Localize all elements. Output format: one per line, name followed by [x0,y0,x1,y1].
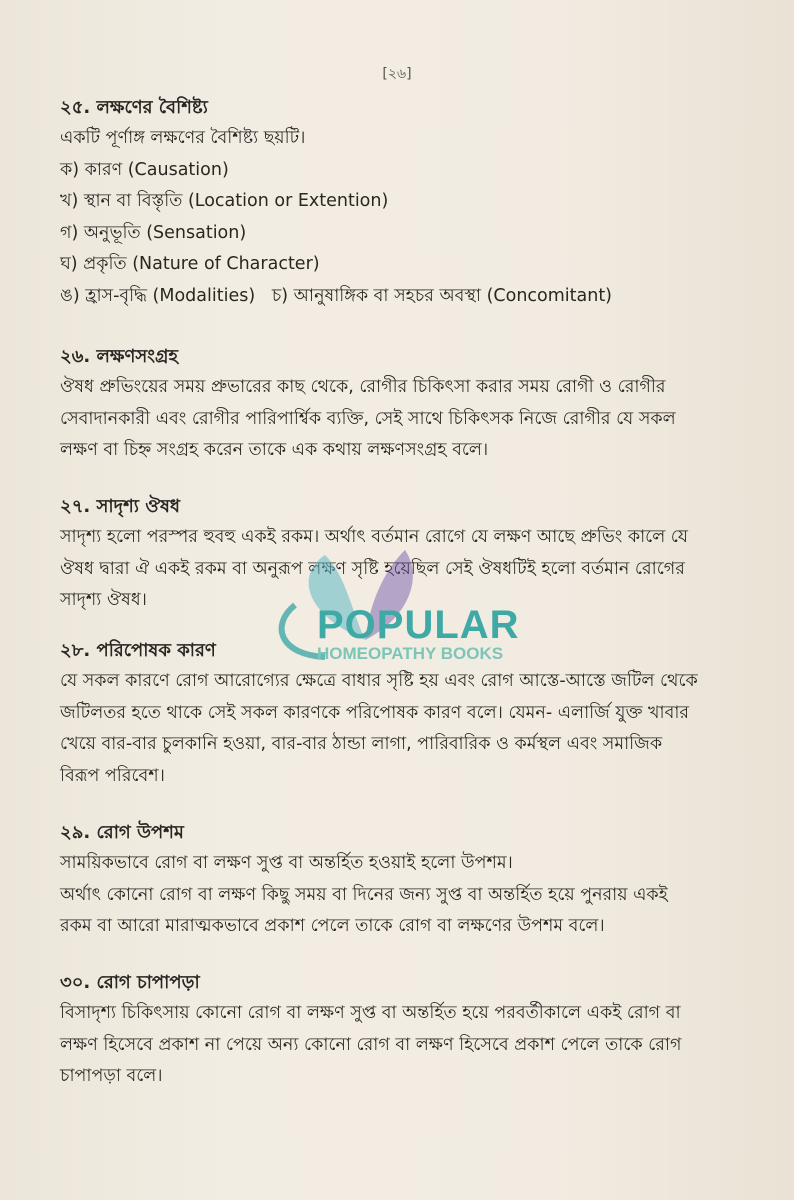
list-item: ঙ) হ্রাস-বৃদ্ধি (Modalities) চ) আনুষাঙ্গিক বা সহচর অবস্থা (Concomitant) [60,285,613,306]
paragraph-line: ঔষধ প্রুভিংয়ের সময় প্রুভারের কাছ থেকে, রোগীর চিকিৎসা করার সময় রোগী ও রোগীর [60,377,666,397]
section-heading: ৩০. রোগ চাপাপড়া [60,972,200,993]
paragraph-line: একটি পূর্ণাঙ্গ লক্ষণের বৈশিষ্ট্য ছয়টি। [60,128,306,148]
paragraph-line: সেবাদানকারী এবং রোগীর পারিপার্শ্বিক ব্যক্তি, সেই সাথে চিকিৎসক নিজে রোগীর যে সকল [60,408,676,429]
list-item: ঘ) প্রকৃতি (Nature of Character) [60,254,320,274]
paragraph-line: জটিলতর হতে থাকে সেই সকল কারণকে পরিপোষক কারণ বলে। যেমন- এলার্জি যুক্ত খাবার [60,702,690,723]
paragraph-line: লক্ষণ বা চিহ্ন সংগ্রহ করেন তাকে এক কথায় লক্ষণসংগ্রহ বলে। [60,440,489,460]
paragraph-line: সাময়িকভাবে রোগ বা লক্ষণ সুপ্ত বা অন্তর্হিত হওয়াই হলো উপশম। [60,853,513,873]
section-heading: ২৯. রোগ উপশম [60,822,184,843]
section-heading: ২৭. সাদৃশ্য ঔষধ [60,496,180,517]
paragraph-line: রকম বা আরো মারাত্মকভাবে প্রকাশ পেলে তাকে রোগ বা লক্ষণের উপশম বলে। [60,916,605,936]
paragraph-line: ঔষধ দ্বারা ঐ একই রকম বা অনুরূপ লক্ষণ সৃষ্টি হয়েছিল সেই ঔষধটিই হলো বর্তমান রোগের [60,558,685,579]
list-item: খ) স্থান বা বিস্তৃতি (Location or Extention) [60,191,389,211]
paragraph-line: সাদৃশ্য হলো পরস্পর হুবহু একই রকম। অর্থাৎ বর্তমান রোগে যে লক্ষণ আছে প্রুভিং কালে যে [60,527,688,547]
section-heading: ২৮. পরিপোষক কারণ [60,640,216,661]
section-28 [60,635,740,792]
watermark-title: POPULAR [317,603,520,647]
section-heading: ২৫. লক্ষণের বৈশিষ্ট্য [60,97,208,118]
section-26 [60,341,740,467]
page-number: [২৬] [382,66,412,82]
watermark-subtitle: HOMEOPATHY BOOKS [317,644,504,663]
paragraph-line: সাদৃশ্য ঔষধ। [60,590,147,610]
list-item: গ) অনুভূতি (Sensation) [60,222,247,243]
paragraph-line: চাপাপড়া বলে। [60,1066,163,1086]
paragraph-line: খেয়ে বার-বার চুলকানি হওয়া, বার-বার ঠান্ডা লাগা, পারিবারিক ও কর্মস্থল এবং সমাজিক [60,734,663,754]
paragraph-line: যে সকল কারণে রোগ আরোগ্যের ক্ষেত্রে বাধার সৃষ্টি হয় এবং রোগ আস্তে-আস্তে জটিল থেকে [60,671,698,691]
section-29 [60,817,740,943]
paragraph-line: লক্ষণ হিসেবে প্রকাশ না পেয়ে অন্য কোনো রোগ বা লক্ষণ হিসেবে প্রকাশ পেলে তাকে রোগ [60,1034,682,1055]
paragraph-line: বিরূপ পরিবেশ। [60,765,165,786]
section-heading: ২৬. লক্ষণসংগ্রহ [60,346,178,367]
paragraph-line: অর্থাৎ কোনো রোগ বা লক্ষণ কিছু সময় বা দিনের জন্য সুপ্ত বা অন্তর্হিত হয়ে পুনরায় একই [60,884,668,905]
paragraph-line: বিসাদৃশ্য চিকিৎসায় কোনো রোগ বা লক্ষণ সুপ্ত বা অন্তর্হিত হয়ে পরবর্তীকালে একই রোগ বা [60,1003,681,1023]
list-item: ক) কারণ (Causation) [60,159,229,180]
section-25 [60,92,740,312]
section-30 [60,967,740,1093]
